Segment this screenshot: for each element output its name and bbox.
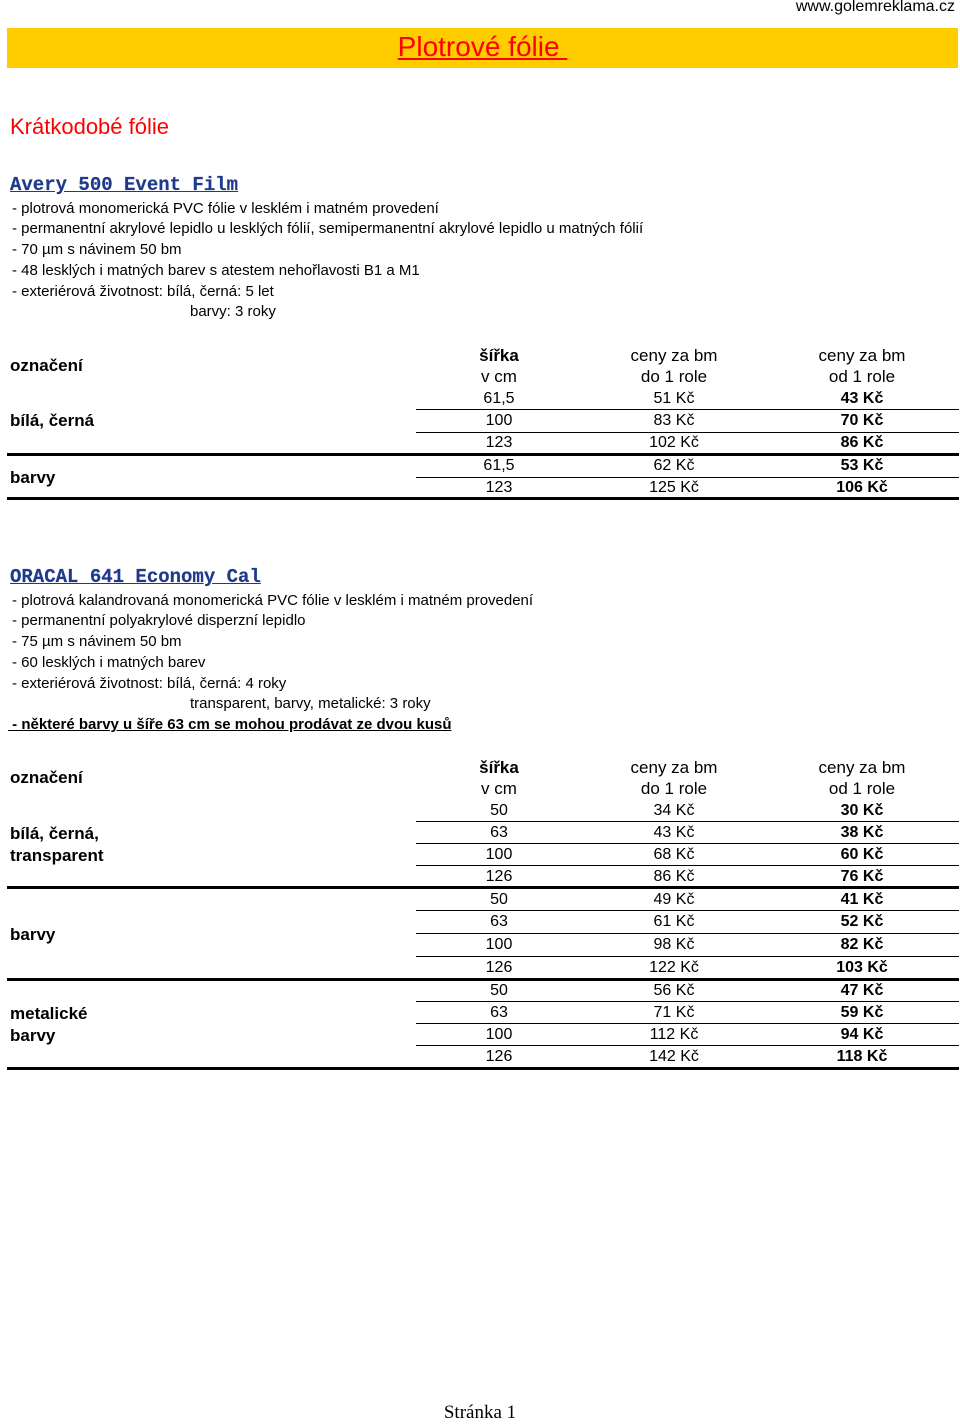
cell-price-do: 68 Kč bbox=[653, 846, 695, 863]
group-label: metalické bbox=[10, 1004, 88, 1023]
cell-price-od: 43 Kč bbox=[840, 390, 884, 407]
cell-width: 63 bbox=[490, 1004, 508, 1021]
group-label: barvy bbox=[10, 925, 56, 944]
cell-price-od: 86 Kč bbox=[840, 434, 884, 451]
cell-price-od: 30 Kč bbox=[840, 802, 884, 819]
cell-price-do: 49 Kč bbox=[653, 891, 695, 908]
product2-line: - exteriérová životnost: bílá, černá: 4 roky bbox=[12, 675, 287, 692]
header-oznaceni: označení bbox=[10, 356, 83, 375]
title-banner bbox=[7, 28, 958, 68]
header-ceny-od: ceny za bm bbox=[818, 346, 906, 365]
product2-note: - některé barvy u šíře 63 cm se mohou prodávat ze dvou kusů bbox=[8, 716, 452, 733]
cell-price-do: 62 Kč bbox=[653, 457, 695, 474]
product-name-oracal: ORACAL 641 Economy Cal bbox=[10, 566, 261, 588]
cell-price-od: 41 Kč bbox=[840, 891, 884, 908]
header-od-role: od 1 role bbox=[828, 779, 896, 798]
product1-line: - exteriérová životnost: bílá, černá: 5 let bbox=[12, 283, 274, 300]
header-ceny-do: ceny za bm bbox=[630, 758, 718, 777]
cell-price-od: 76 Kč bbox=[840, 868, 884, 885]
header-sirka: šířka bbox=[479, 758, 519, 777]
website-url: www.golemreklama.cz bbox=[795, 0, 955, 15]
cell-price-do: 43 Kč bbox=[653, 824, 695, 841]
cell-price-do: 51 Kč bbox=[653, 390, 695, 407]
group-label: barvy bbox=[10, 1026, 56, 1045]
product2-line-indent: transparent, barvy, metalické: 3 roky bbox=[190, 695, 431, 712]
product-name-avery: Avery 500 Event Film bbox=[10, 174, 239, 196]
product1-line: - 48 lesklých i matných barev s atestem nehořlavosti B1 a M1 bbox=[12, 262, 420, 279]
product2-line: - permanentní polyakrylové disperzní lepidlo bbox=[12, 612, 306, 629]
header-vcm: v cm bbox=[481, 367, 517, 386]
cell-price-od: 94 Kč bbox=[840, 1026, 884, 1043]
cell-price-do: 34 Kč bbox=[653, 802, 695, 819]
cell-width: 100 bbox=[485, 846, 513, 863]
cell-price-od: 60 Kč bbox=[840, 846, 884, 863]
cell-width: 100 bbox=[485, 936, 513, 953]
cell-price-do: 112 Kč bbox=[649, 1026, 699, 1043]
header-sirka: šířka bbox=[479, 346, 519, 365]
cell-price-od: 70 Kč bbox=[840, 412, 884, 429]
product1-line: - plotrová monomerická PVC fólie v lesklém i matném provedení bbox=[12, 200, 439, 217]
group-label: bílá, černá, bbox=[10, 824, 99, 843]
cell-width: 126 bbox=[485, 959, 513, 976]
cell-price-od: 118 Kč bbox=[836, 1048, 888, 1065]
cell-price-do: 83 Kč bbox=[653, 412, 695, 429]
cell-width: 63 bbox=[490, 913, 508, 930]
cell-price-do: 56 Kč bbox=[653, 982, 695, 999]
cell-price-od: 82 Kč bbox=[840, 936, 884, 953]
cell-width: 61,5 bbox=[483, 457, 515, 474]
header-vcm: v cm bbox=[481, 779, 517, 798]
cell-price-od: 106 Kč bbox=[836, 479, 888, 496]
cell-width: 126 bbox=[485, 1048, 513, 1065]
cell-width: 61,5 bbox=[483, 390, 515, 407]
product2-line: - 75 µm s návinem 50 bm bbox=[12, 633, 182, 650]
cell-width: 123 bbox=[485, 434, 513, 451]
group-label: barvy bbox=[10, 468, 56, 487]
cell-price-do: 61 Kč bbox=[653, 913, 695, 930]
cell-width: 126 bbox=[485, 868, 513, 885]
group-label: transparent bbox=[10, 846, 104, 865]
product1-line: - 70 µm s návinem 50 bm bbox=[12, 241, 182, 258]
header-ceny-do: ceny za bm bbox=[630, 346, 718, 365]
cell-price-od: 52 Kč bbox=[840, 913, 884, 930]
header-ceny-od: ceny za bm bbox=[818, 758, 906, 777]
cell-price-do: 71 Kč bbox=[653, 1004, 695, 1021]
cell-width: 100 bbox=[485, 412, 513, 429]
header-od-role: od 1 role bbox=[828, 367, 896, 386]
cell-width: 50 bbox=[490, 982, 508, 999]
cell-price-do: 142 Kč bbox=[649, 1048, 699, 1065]
product2-line: - plotrová kalandrovaná monomerická PVC fólie v lesklém i matném provedení bbox=[12, 592, 534, 609]
product1-line-indent: barvy: 3 roky bbox=[190, 303, 276, 320]
cell-price-do: 98 Kč bbox=[653, 936, 695, 953]
cell-width: 123 bbox=[485, 479, 513, 496]
cell-width: 50 bbox=[490, 802, 508, 819]
cell-price-od: 59 Kč bbox=[840, 1004, 884, 1021]
group-label: bílá, černá bbox=[10, 411, 95, 430]
page-title: Plotrové fólie bbox=[397, 31, 568, 62]
cell-width: 100 bbox=[485, 1026, 513, 1043]
cell-price-do: 125 Kč bbox=[649, 479, 699, 496]
product2-line: - 60 lesklých i matných barev bbox=[12, 654, 206, 671]
cell-price-od: 103 Kč bbox=[836, 959, 888, 976]
product1-line: - permanentní akrylové lepidlo u lesklých fólií, semipermanentní akrylové lepidlo u matných fólií bbox=[12, 220, 644, 237]
header-do-role: do 1 role bbox=[640, 779, 708, 798]
header-oznaceni: označení bbox=[10, 768, 83, 787]
cell-price-od: 47 Kč bbox=[840, 982, 884, 999]
header-do-role: do 1 role bbox=[640, 367, 708, 386]
cell-price-do: 122 Kč bbox=[649, 959, 699, 976]
cell-price-od: 53 Kč bbox=[840, 457, 884, 474]
cell-width: 50 bbox=[490, 891, 508, 908]
cell-price-do: 102 Kč bbox=[649, 434, 699, 451]
cell-price-do: 86 Kč bbox=[653, 868, 695, 885]
section-title: Krátkodobé fólie bbox=[10, 114, 169, 139]
page-footer: Stránka 1 bbox=[443, 1402, 517, 1423]
cell-width: 63 bbox=[490, 824, 508, 841]
cell-price-od: 38 Kč bbox=[840, 824, 884, 841]
